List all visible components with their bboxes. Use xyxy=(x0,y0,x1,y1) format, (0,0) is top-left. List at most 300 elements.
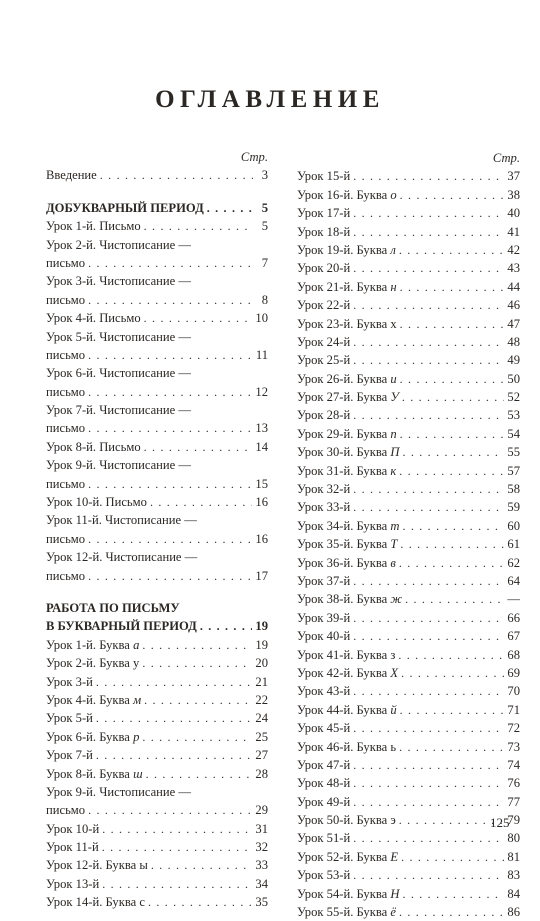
toc-entry-page: 29 xyxy=(255,803,268,818)
toc-entry-text: Урок 32-й xyxy=(297,482,351,497)
toc-entry-page: 68 xyxy=(507,647,520,662)
toc-entry-page: 40 xyxy=(507,206,520,221)
toc-entry xyxy=(297,204,520,222)
toc-entry-page: 86 xyxy=(507,905,520,920)
toc-entry-text: Урок 53-й xyxy=(297,868,351,883)
toc-entry-page: 7 xyxy=(261,255,268,270)
toc-entry-page: 58 xyxy=(507,482,520,497)
toc-entry-label xyxy=(297,719,350,737)
toc-entry-letter: ё xyxy=(390,905,396,920)
toc-entry xyxy=(297,774,520,792)
toc-entry-label xyxy=(46,493,147,511)
toc-entry-text: Урок 55-й. Буква xyxy=(297,905,391,920)
dot-leader xyxy=(400,535,504,553)
toc-entry-label xyxy=(46,673,93,691)
toc-entry-label xyxy=(46,530,85,548)
toc-entry-label xyxy=(46,272,191,290)
toc-entry xyxy=(297,848,520,866)
dot-leader xyxy=(88,801,252,819)
toc-entry xyxy=(297,462,520,480)
toc-entry xyxy=(46,346,268,364)
toc-entry-text: Урок 2-й. Буква у xyxy=(46,656,140,671)
toc-entry-label xyxy=(46,291,85,309)
toc-entry-text: Урок 10-й xyxy=(46,821,100,836)
dot-leader xyxy=(142,728,252,746)
toc-entry-label xyxy=(297,885,399,903)
toc-entry-label xyxy=(46,254,85,272)
toc-entry-label xyxy=(46,838,99,856)
dot-leader xyxy=(399,903,504,921)
dot-leader xyxy=(102,820,252,838)
dot-leader xyxy=(102,875,252,893)
toc-entry-text: письмо xyxy=(46,476,86,491)
toc-entry xyxy=(46,691,268,709)
toc-entry-label xyxy=(46,856,148,874)
toc-entry-page: 81 xyxy=(507,849,520,864)
toc-entry-text: Урок 19-й. Буква xyxy=(297,242,391,257)
toc-entry xyxy=(297,480,520,498)
toc-entry-label xyxy=(46,383,85,401)
toc-entry xyxy=(297,590,520,608)
toc-section-heading xyxy=(46,199,268,217)
toc-entry-text: Урок 2-й. Чистописание — xyxy=(46,237,191,252)
toc-entry-letter: н xyxy=(390,279,397,294)
toc-entry xyxy=(46,709,268,727)
toc-entry-page: 83 xyxy=(507,868,520,883)
toc-entry-text: Урок 39-й xyxy=(297,610,351,625)
toc-entry-text: Урок 49-й xyxy=(297,794,351,809)
toc-entry xyxy=(46,475,268,493)
toc-entry-text: Урок 31-й. Буква xyxy=(297,463,391,478)
toc-entry-page: 5 xyxy=(261,200,268,215)
dot-leader xyxy=(96,746,253,764)
toc-entry-text: письмо xyxy=(46,568,86,583)
dot-leader xyxy=(200,617,253,635)
toc-entry-label xyxy=(297,829,350,847)
dot-leader xyxy=(399,738,504,756)
toc-section-heading xyxy=(46,599,268,617)
toc-entry-label xyxy=(297,204,350,222)
dot-leader xyxy=(400,315,505,333)
toc-entry-page: 62 xyxy=(507,555,520,570)
toc-entry-label xyxy=(46,636,139,654)
toc-entry-label xyxy=(297,462,396,480)
toc-entry-label xyxy=(297,425,397,443)
toc-entry-text: РАБОТА ПО ПИСЬМУ xyxy=(46,600,180,615)
dot-leader xyxy=(401,664,504,682)
toc-entry-label xyxy=(297,811,396,829)
toc-entry xyxy=(297,811,520,829)
toc-entry-text: Урок 48-й xyxy=(297,776,351,791)
toc-entry-label xyxy=(46,820,99,838)
toc-entry xyxy=(46,383,268,401)
toc-left-column xyxy=(46,148,268,912)
toc-entry-letter: л xyxy=(390,242,396,257)
toc-entry-text: Урок 18-й xyxy=(297,224,351,239)
toc-entry-page: 17 xyxy=(255,568,268,583)
toc-entry xyxy=(297,903,520,921)
toc-entry xyxy=(46,511,268,529)
toc-entry-text: Урок 4-й. Письмо xyxy=(46,311,141,326)
toc-entry-text: Урок 8-й. Письмо xyxy=(46,439,141,454)
dot-leader xyxy=(142,636,252,654)
toc-entry-text: Урок 6-й. Чистописание — xyxy=(46,366,191,381)
toc-entry-label xyxy=(46,567,85,585)
toc-entry-label xyxy=(46,654,139,672)
toc-entry-letter: м xyxy=(133,692,142,707)
toc-entry xyxy=(297,425,520,443)
dot-leader xyxy=(96,673,253,691)
toc-entry xyxy=(297,370,520,388)
toc-entry xyxy=(297,315,520,333)
toc-entry xyxy=(46,291,268,309)
dot-leader xyxy=(102,838,253,856)
toc-entry-letter: а xyxy=(133,637,140,652)
toc-entry-label xyxy=(297,443,399,461)
dot-leader xyxy=(353,719,504,737)
toc-entry-text: Урок 43-й xyxy=(297,684,351,699)
toc-entry-page: 21 xyxy=(255,674,268,689)
dot-leader xyxy=(405,590,504,608)
toc-entry-page: 44 xyxy=(507,279,520,294)
toc-entry-page: 64 xyxy=(507,573,520,588)
toc-entry-label xyxy=(46,691,141,709)
dot-leader xyxy=(402,885,504,903)
toc-entry xyxy=(46,254,268,272)
toc-entry xyxy=(46,548,268,566)
dot-leader xyxy=(353,682,504,700)
toc-entry-label xyxy=(297,388,399,406)
toc-entry xyxy=(46,493,268,511)
toc-entry xyxy=(46,217,268,235)
toc-entry-page: 76 xyxy=(507,776,520,791)
toc-entry-label xyxy=(297,572,350,590)
dot-leader xyxy=(144,438,253,456)
dot-leader xyxy=(400,701,505,719)
toc-entry-page: 19 xyxy=(255,637,268,652)
toc-entry-page: 38 xyxy=(507,187,520,202)
toc-entry-text: В БУКВАРНЫЙ ПЕРИОД xyxy=(46,619,197,634)
toc-entry-label xyxy=(297,848,398,866)
toc-entry-text: Урок 27-й. Буква xyxy=(297,390,391,405)
toc-entry-page: 3 xyxy=(261,168,268,183)
dot-leader xyxy=(353,406,504,424)
dot-leader xyxy=(353,793,504,811)
toc-entry-label xyxy=(46,875,99,893)
toc-entry-page: 10 xyxy=(255,311,268,326)
dot-leader xyxy=(88,383,252,401)
toc-entry-page: 70 xyxy=(507,684,520,699)
toc-entry-page: 46 xyxy=(507,298,520,313)
dot-leader xyxy=(353,627,504,645)
toc-entry-page: 57 xyxy=(507,463,520,478)
toc-entry-text: Урок 21-й. Буква xyxy=(297,279,391,294)
toc-entry xyxy=(46,328,268,346)
toc-entry-label xyxy=(46,783,191,801)
toc-entry-page: 20 xyxy=(255,656,268,671)
toc-entry-text: Урок 7-й. Чистописание — xyxy=(46,403,191,418)
toc-entry xyxy=(297,388,520,406)
toc-entry-page: 34 xyxy=(255,876,268,891)
toc-entry-text: письмо xyxy=(46,255,86,270)
toc-entry-label xyxy=(297,793,350,811)
toc-entry-text: Урок 42-й. Буква xyxy=(297,665,391,680)
toc-entry-text: письмо xyxy=(46,292,86,307)
toc-entry xyxy=(46,654,268,672)
toc-entry-label xyxy=(297,774,350,792)
toc-entry xyxy=(297,885,520,903)
dot-leader xyxy=(88,254,253,272)
dot-leader xyxy=(353,572,504,590)
toc-entry xyxy=(297,333,520,351)
toc-entry-text: Урок 10-й. Письмо xyxy=(46,495,147,510)
dot-leader xyxy=(353,774,504,792)
dot-leader xyxy=(150,493,252,511)
toc-entry-label xyxy=(297,517,399,535)
toc-entry-label xyxy=(297,241,396,259)
dot-leader xyxy=(398,646,504,664)
dot-leader xyxy=(400,370,505,388)
toc-entry-page: 24 xyxy=(255,711,268,726)
toc-entry xyxy=(297,186,520,204)
toc-entry-page: 14 xyxy=(255,439,268,454)
dot-leader xyxy=(353,204,504,222)
toc-entry-text: Введение xyxy=(46,168,97,183)
toc-entry xyxy=(46,272,268,290)
toc-entry-text: Урок 16-й. Буква xyxy=(297,187,391,202)
toc-entry-text: Урок 11-й. Чистописание — xyxy=(46,513,197,528)
toc-entry xyxy=(297,517,520,535)
toc-entry-page: 80 xyxy=(507,831,520,846)
toc-entry xyxy=(297,646,520,664)
toc-entry-page: 11 xyxy=(255,347,268,362)
dot-leader xyxy=(353,829,504,847)
toc-entry xyxy=(46,166,268,184)
toc-entry-label xyxy=(46,199,204,217)
toc-entry-page: 25 xyxy=(255,729,268,744)
toc-entry-letter: Т xyxy=(390,537,398,552)
toc-entry-text: Урок 37-й xyxy=(297,573,351,588)
toc-entry-page: 55 xyxy=(507,445,520,460)
toc-entry-label xyxy=(46,893,145,911)
toc-entry-page: 67 xyxy=(507,629,520,644)
toc-entry-label xyxy=(297,627,350,645)
dot-leader xyxy=(88,291,253,309)
toc-entry xyxy=(297,756,520,774)
dot-leader xyxy=(402,443,504,461)
dot-leader xyxy=(353,223,504,241)
toc-entry-page: 16 xyxy=(255,495,268,510)
toc-entry-text: письмо xyxy=(46,347,86,362)
toc-entry-page: 35 xyxy=(255,895,268,910)
toc-entry-letter: й xyxy=(390,702,397,717)
toc-entry xyxy=(297,535,520,553)
dot-leader xyxy=(142,654,252,672)
dot-leader xyxy=(88,346,253,364)
toc-entry-page: 69 xyxy=(507,665,520,680)
toc-entry-text: Урок 17-й xyxy=(297,206,351,221)
toc-entry-page: 32 xyxy=(255,840,268,855)
toc-entry xyxy=(46,673,268,691)
toc-entry-text: Урок 44-й. Буква xyxy=(297,702,391,717)
toc-entry-label xyxy=(46,419,85,437)
toc-entry-text: Урок 5-й. Чистописание — xyxy=(46,329,191,344)
toc-entry-page: 13 xyxy=(255,421,268,436)
toc-entry-text: Урок 29-й. Буква xyxy=(297,426,391,441)
toc-entry xyxy=(46,746,268,764)
toc-entry-text: Урок 4-й. Буква xyxy=(46,692,134,707)
dot-leader xyxy=(399,241,505,259)
toc-section-heading xyxy=(46,617,268,635)
toc-entry-text: Урок 33-й xyxy=(297,500,351,515)
toc-entry xyxy=(297,351,520,369)
toc-entry-label xyxy=(297,535,397,553)
toc-entry-page: 16 xyxy=(255,531,268,546)
toc-right-rows xyxy=(297,167,520,921)
toc-entry-page: 8 xyxy=(261,292,268,307)
toc-entry xyxy=(46,893,268,911)
toc-entry-page: 50 xyxy=(507,371,520,386)
toc-entry-page: 5 xyxy=(261,219,268,234)
toc-entry-page: 22 xyxy=(255,692,268,707)
toc-entry-text: Урок 20-й xyxy=(297,261,351,276)
toc-entry xyxy=(297,829,520,847)
toc-entry xyxy=(297,793,520,811)
toc-entry-text: Урок 8-й. Буква xyxy=(46,766,134,781)
dot-leader xyxy=(353,480,504,498)
toc-entry-text: ДОБУКВАРНЫЙ ПЕРИОД xyxy=(46,200,204,215)
toc-entry xyxy=(297,554,520,572)
toc-entry-label xyxy=(297,259,350,277)
toc-entry-page: 43 xyxy=(507,261,520,276)
toc-entry-label xyxy=(46,709,93,727)
toc-entry-text: Урок 36-й. Буква xyxy=(297,555,391,570)
toc-entry-text: Урок 14-й. Буква с xyxy=(46,895,145,910)
toc-entry-text: Урок 25-й xyxy=(297,353,351,368)
dot-leader xyxy=(400,186,505,204)
toc-entry-text: Урок 9-й. Чистописание — xyxy=(46,458,191,473)
toc-entry xyxy=(297,278,520,296)
toc-entry xyxy=(46,419,268,437)
toc-entry-text: Урок 46-й. Буква ь xyxy=(297,739,397,754)
toc-entry-text: Урок 35-й. Буква xyxy=(297,537,391,552)
dot-leader xyxy=(353,333,504,351)
toc-entry-text: Урок 47-й xyxy=(297,757,351,772)
toc-entry-label xyxy=(46,401,191,419)
toc-entry-letter: в xyxy=(390,555,396,570)
toc-entry-page: 42 xyxy=(507,242,520,257)
toc-entry-label xyxy=(297,738,396,756)
toc-entry xyxy=(46,567,268,585)
toc-entry-page: 72 xyxy=(507,721,520,736)
toc-entry-label xyxy=(297,406,350,424)
toc-entry xyxy=(297,572,520,590)
toc-entry xyxy=(46,364,268,382)
dot-leader xyxy=(144,217,253,235)
toc-entry-letter: ш xyxy=(133,766,143,781)
dot-leader xyxy=(353,866,504,884)
toc-entry-label xyxy=(46,765,143,783)
toc-entry xyxy=(297,609,520,627)
toc-entry-text: Урок 41-й. Буква з xyxy=(297,647,396,662)
toc-entry xyxy=(297,223,520,241)
toc-entry-page: 27 xyxy=(255,748,268,763)
toc-entry-text: Урок 50-й. Буква э xyxy=(297,813,396,828)
dot-leader xyxy=(207,199,253,217)
toc-entry xyxy=(46,875,268,893)
toc-entry-label xyxy=(297,186,397,204)
toc-entry-text: Урок 12-й. Чистописание — xyxy=(46,550,198,565)
toc-entry xyxy=(297,701,520,719)
toc-entry-label xyxy=(297,646,395,664)
toc-entry-page: 15 xyxy=(255,476,268,491)
toc-entry-label xyxy=(46,364,191,382)
toc-entry-text: Урок 13-й xyxy=(46,876,100,891)
toc-entry-page: 61 xyxy=(507,537,520,552)
toc-entry xyxy=(297,682,520,700)
toc-entry-text: Урок 54-й. Буква xyxy=(297,886,391,901)
toc-entry-label xyxy=(297,480,350,498)
toc-entry-text: Урок 9-й. Чистописание — xyxy=(46,784,191,799)
toc-entry xyxy=(46,236,268,254)
toc-entry-text: письмо xyxy=(46,421,86,436)
toc-entry-label xyxy=(297,590,402,608)
toc-entry-label xyxy=(297,315,397,333)
toc-entry-page: 79 xyxy=(507,813,520,828)
toc-entry-label xyxy=(297,296,350,314)
toc-entry-text: Урок 22-й xyxy=(297,298,351,313)
toc-entry xyxy=(297,738,520,756)
dot-leader xyxy=(353,259,504,277)
dot-leader xyxy=(399,554,505,572)
toc-entry-letter: Х xyxy=(390,665,399,680)
dot-leader xyxy=(400,425,505,443)
toc-entry-label xyxy=(297,370,397,388)
toc-entry-text: Урок 52-й. Буква xyxy=(297,849,391,864)
dot-leader xyxy=(353,167,504,185)
toc-entry-label xyxy=(46,511,197,529)
toc-entry-label xyxy=(46,801,85,819)
toc-entry xyxy=(46,401,268,419)
toc-entry xyxy=(297,406,520,424)
toc-entry-page: 84 xyxy=(507,886,520,901)
toc-entry-label xyxy=(46,166,97,184)
toc-entry-label xyxy=(297,866,350,884)
toc-entry-text: Урок 40-й xyxy=(297,629,351,644)
toc-entry-text: Урок 1-й. Письмо xyxy=(46,219,141,234)
toc-entry xyxy=(297,443,520,461)
toc-entry xyxy=(46,636,268,654)
toc-entry-page: 47 xyxy=(507,316,520,331)
toc-entry-text: Урок 38-й. Буква xyxy=(297,592,391,607)
toc-entry-text: письмо xyxy=(46,531,86,546)
toc-entry-label xyxy=(46,728,139,746)
dot-leader xyxy=(399,811,505,829)
toc-entry-text: Урок 15-й xyxy=(297,169,351,184)
toc-entry-letter: У xyxy=(390,390,399,405)
toc-entry-letter: о xyxy=(390,187,397,202)
toc-entry-page: 71 xyxy=(507,702,520,717)
toc-entry-text: Урок 51-й xyxy=(297,831,351,846)
page-number: 125 xyxy=(490,815,510,830)
dot-leader xyxy=(100,166,253,184)
toc-entry-text: Урок 5-й xyxy=(46,711,93,726)
toc-entry xyxy=(46,820,268,838)
page-title: ОГЛАВЛЕНИЕ xyxy=(155,86,385,113)
toc-entry-text: Урок 24-й xyxy=(297,334,351,349)
toc-entry-text: Урок 6-й. Буква xyxy=(46,729,134,744)
toc-entry-label xyxy=(46,617,197,635)
